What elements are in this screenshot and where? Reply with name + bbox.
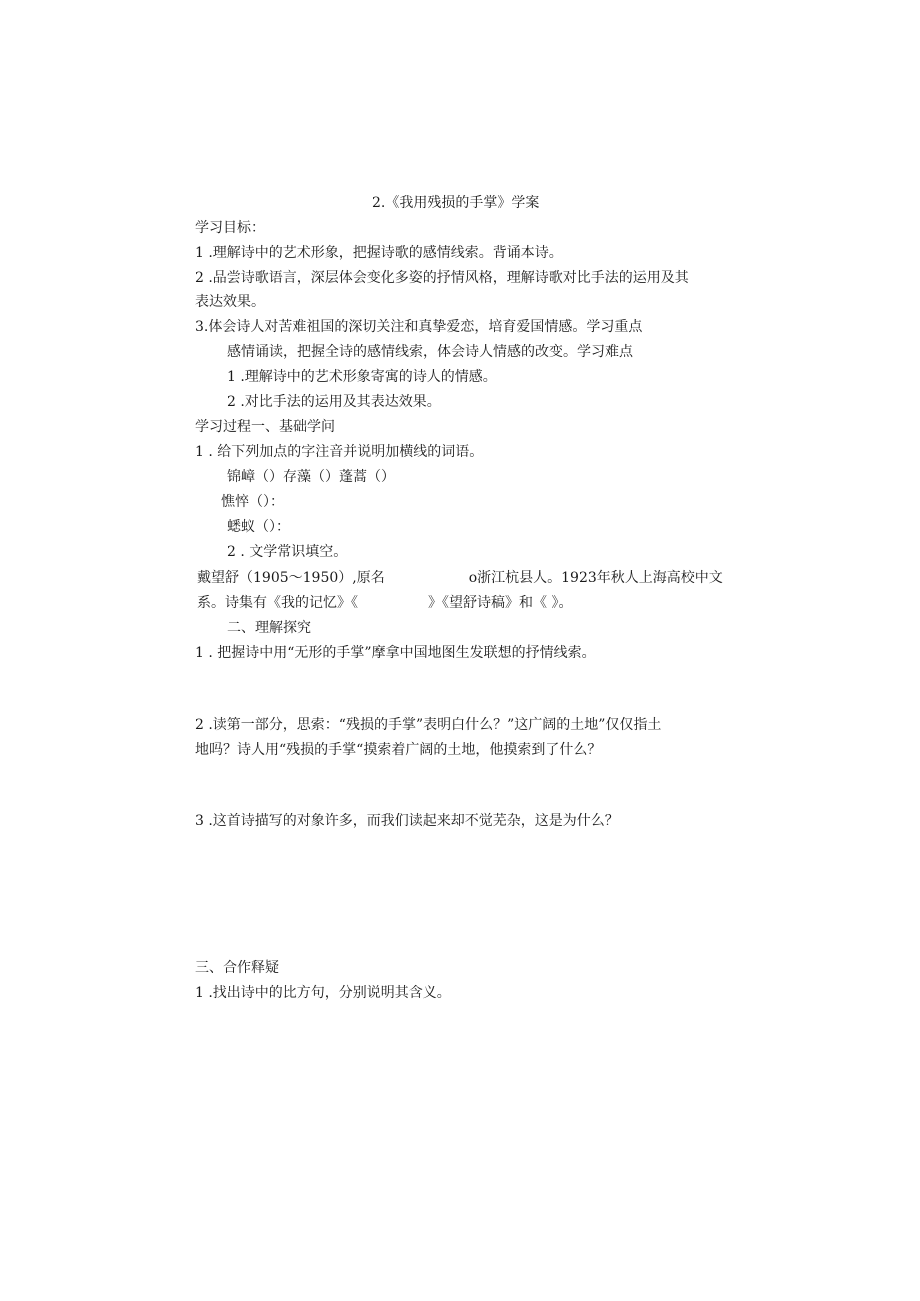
part3-heading: 三、合作释疑 xyxy=(195,960,279,976)
literature-line-1-b: o浙江杭县人。1923年秋人上海高校中文 xyxy=(468,570,723,586)
process-question-2: 2 . 文学常识填空。 xyxy=(227,544,348,560)
goal-3: 3.体会诗人对苦难祖国的深切关注和真挚爱恋，培育爱国情感。学习重点 xyxy=(195,319,643,335)
part2-question-1: 1 . 把握诗中用“无形的手掌”摩拿中国地图生发联想的抒情线索。 xyxy=(195,645,596,661)
goal-2-line-2: 表达效果。 xyxy=(195,294,265,310)
page-title: 2.《我用残损的手掌》学案 xyxy=(372,195,540,211)
words-line-1: 锦嶂（）存藻（）蓬蒿（） xyxy=(227,469,395,485)
process-question-1: 1 . 给下列加点的字注音并说明加横线的词语。 xyxy=(195,444,484,460)
goal-2-line-1: 2 .品尝诗歌语言，深层体会变化多姿的抒情风格，理解诗歌对比手法的运用及其 xyxy=(195,270,689,286)
literature-line-1 xyxy=(197,568,723,588)
difficulty-2: 2 .对比手法的运用及其表达效果。 xyxy=(227,394,441,410)
literature-line-2-b: 》《望舒诗稿》和《 》。 xyxy=(428,595,573,611)
focus-text: 感情诵读，把握全诗的感情线索，体会诗人情感的改变。学习难点 xyxy=(227,344,633,360)
part2-question-2-line-2: 地吗？诗人用“残损的手掌“摸索着广阔的土地，他摸索到了什么？ xyxy=(195,742,602,758)
words-line-2: 憔悴（）： xyxy=(221,494,284,510)
literature-line-2-a: 系。诗集有《我的记忆》《 xyxy=(197,595,358,611)
part2-heading: 二、理解探究 xyxy=(227,620,311,636)
words-line-3: 蟋蚁（）： xyxy=(227,519,290,535)
goals-heading: 学习目标： xyxy=(195,220,265,236)
process-heading: 学习过程一、基础学问 xyxy=(195,419,335,435)
goal-1: 1 .理解诗中的艺术形象，把握诗歌的感情线索。背诵本诗。 xyxy=(195,245,563,261)
part3-question-1: 1 .找出诗中的比方句，分别说明其含义。 xyxy=(195,985,451,1001)
part2-question-3: 3 .这首诗描写的对象许多，而我们读起来却不觉芜杂，这是为什么？ xyxy=(195,813,619,829)
literature-line-2 xyxy=(197,593,572,613)
literature-line-1-a: 戴望舒（1905～1950）,原名 xyxy=(197,570,385,586)
part2-question-2-line-1: 2 .读第一部分，思索：“残损的手掌”表明白什么？”这广阔的土地”仅仅指土 xyxy=(195,717,662,733)
difficulty-1: 1 .理解诗中的艺术形象寄寓的诗人的情感。 xyxy=(227,369,497,385)
